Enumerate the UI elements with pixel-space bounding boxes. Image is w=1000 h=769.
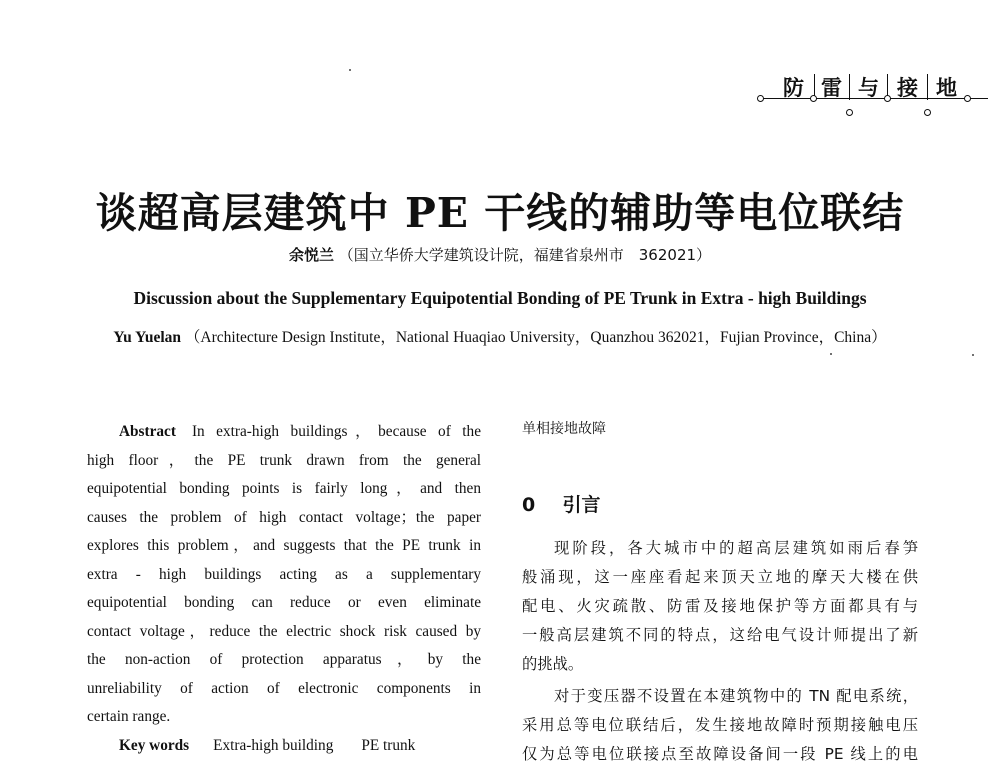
marker-node xyxy=(884,95,891,102)
abstract-label: Abstract xyxy=(119,423,176,440)
abstract-column xyxy=(87,418,481,760)
abstract-line: equipotential bonding points is fairly long，and then xyxy=(87,480,481,497)
marker-separator xyxy=(927,74,928,100)
marker-char: 地 xyxy=(936,75,957,100)
keyword: Extra-high building xyxy=(213,736,334,754)
marker-node-right xyxy=(964,95,971,102)
marker-char: 与 xyxy=(858,75,879,100)
abstract-line: extra - high buildings acting as a supplementary xyxy=(87,565,481,583)
marker-char: 接 xyxy=(897,75,918,100)
keywords-label: Key words xyxy=(119,736,190,754)
section-title: 引言 xyxy=(562,494,601,516)
marker-char: 雷 xyxy=(821,75,842,100)
paragraph-line: 般涌现，这一座座看起来顶天立地的摩天大楼在供 xyxy=(522,568,918,586)
abstract-line: equipotential bonding can reduce or even eliminate xyxy=(87,594,481,611)
paragraph-line: 现阶段，各大城市中的超高层建筑如雨后春笋 xyxy=(554,539,918,557)
marker-node xyxy=(846,109,853,116)
abstract-line: explores this problem，and suggests that the PE trunk in xyxy=(87,537,481,554)
paper-title-en: Discussion about the Supplementary Equipotential Bonding of PE Trunk in Extra - high Buildings xyxy=(133,288,867,308)
marker-separator xyxy=(849,74,850,100)
paragraph-line: 采用总等电位联结后，发生接地故障时预期接触电压 xyxy=(522,716,918,734)
marker-node xyxy=(810,95,817,102)
intro-paragraph xyxy=(522,682,918,769)
keywords-continuation: 单相接地故障 xyxy=(522,421,606,437)
author-affiliation-cn: （国立华侨大学建筑设计院，福建省泉州市 362021） xyxy=(338,246,712,264)
marker-node xyxy=(924,109,931,116)
paper-title: 谈超高层建筑中 PE 干线的辅助等电位联结 xyxy=(95,189,905,237)
section-heading xyxy=(522,490,922,517)
section-number: 0 xyxy=(522,494,536,516)
abstract-line: certain range. xyxy=(87,708,171,725)
paragraph-line: 仅为总等电位联接点至故障设备间一段 PE 线上的电 xyxy=(522,745,918,763)
abstract-line: unreliability of action of electronic components in xyxy=(87,679,481,697)
abstract-line: high floor，the PE trunk drawn from the general xyxy=(87,451,481,469)
author-affiliation-en: （Architecture Design Institute，National Huaqiao University，Quanzhou 362021，Fujian Province，China） xyxy=(184,329,887,346)
author-line-cn xyxy=(0,244,1000,265)
intro-paragraph xyxy=(522,534,918,679)
paragraph-line: 配电、火灾疏散、防雷及接地保护等方面都具有与 xyxy=(522,597,918,615)
abstract-line: the non-action of protection apparatus，by the xyxy=(87,651,481,668)
author-line-en xyxy=(0,325,1000,347)
marker-char: 防 xyxy=(783,75,804,100)
abstract-line: In extra-high buildings，because of the xyxy=(191,423,481,440)
author-name-cn: 余悦兰 xyxy=(288,246,334,264)
marker-node-left xyxy=(757,95,764,102)
paragraph-line: 的挑战。 xyxy=(522,655,584,673)
keyword: PE trunk xyxy=(361,736,416,754)
abstract-line: contact voltage，reduce the electric shock risk caused by xyxy=(87,622,481,640)
paragraph-line: 一般高层建筑不同的特点，这给电气设计师提出了新 xyxy=(522,626,918,644)
abstract-line: causes the problem of high contact voltage；the paper xyxy=(87,508,481,526)
paragraph-line: 对于变压器不设置在本建筑物中的 TN 配电系统， xyxy=(554,687,918,705)
author-name-en: Yu Yuelan xyxy=(113,329,182,346)
